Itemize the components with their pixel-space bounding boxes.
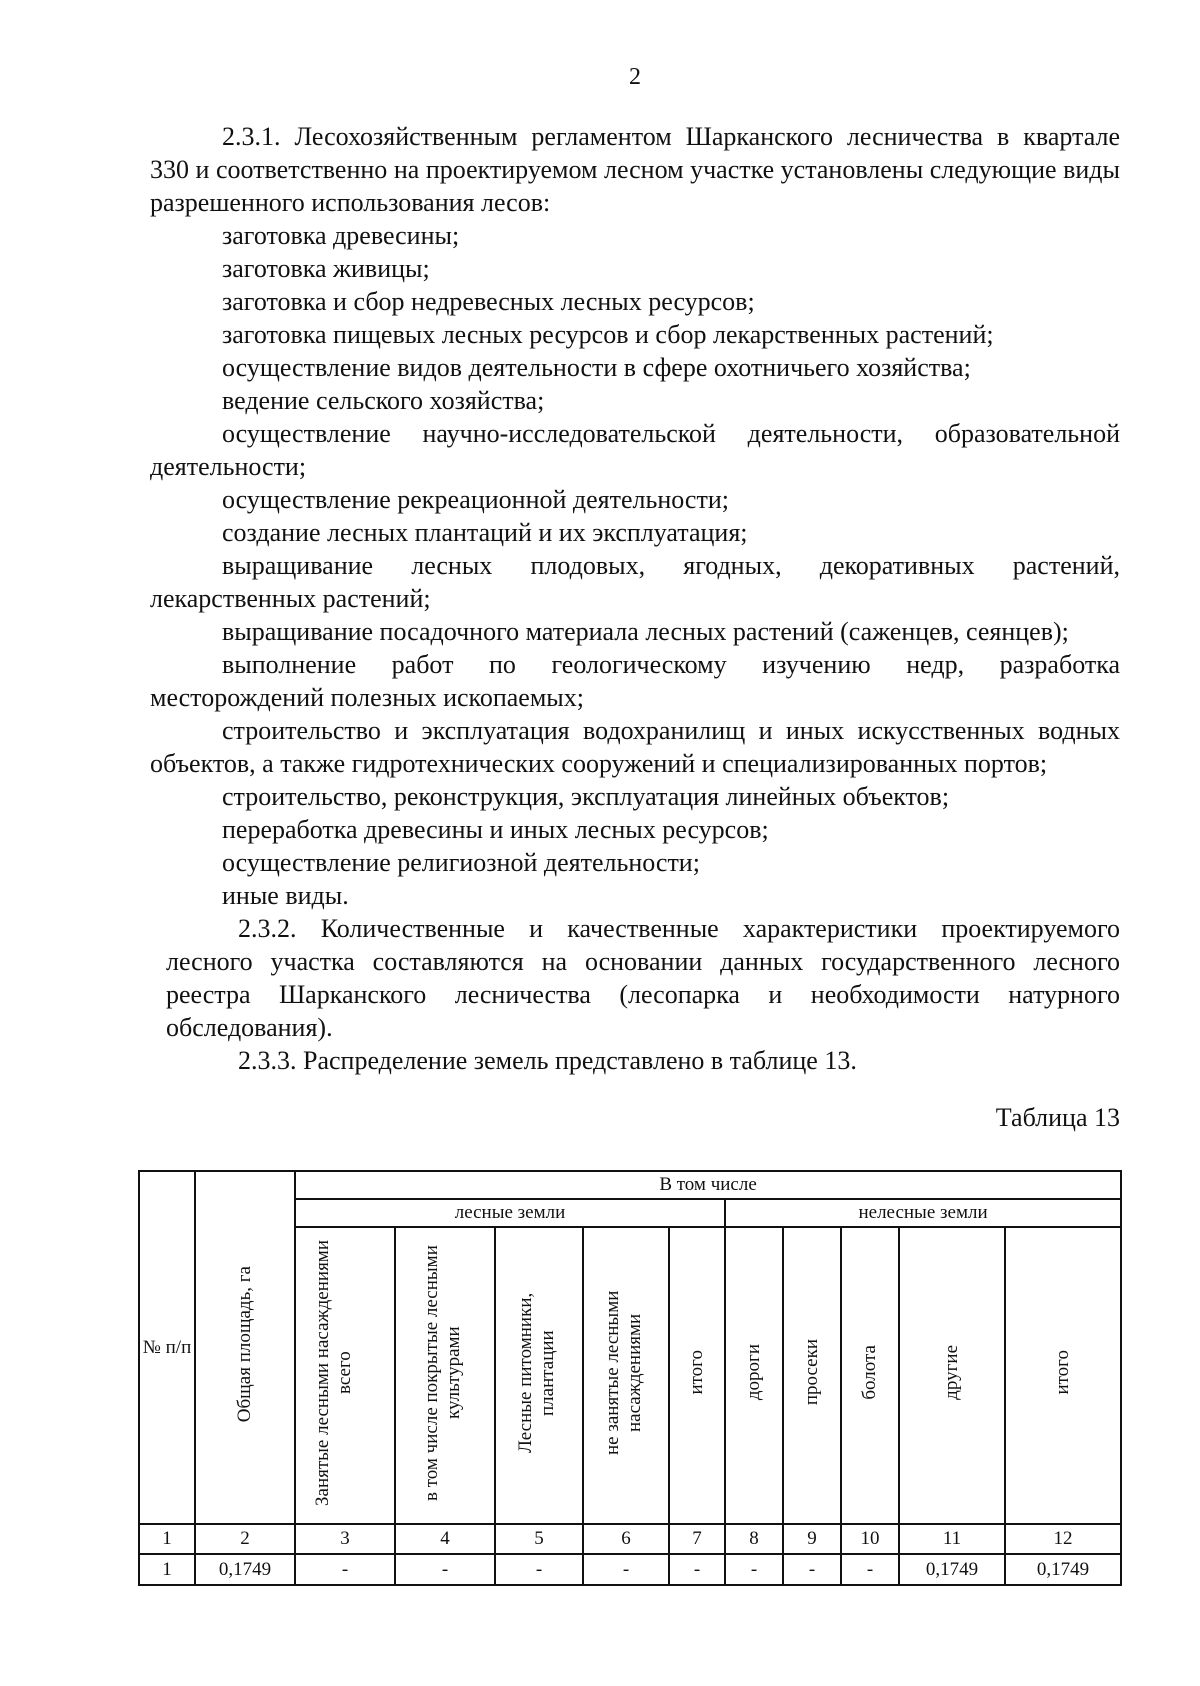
header-forest-col (295, 1227, 395, 1524)
header-nonforest-col-label: итого (1052, 1350, 1074, 1395)
list-item: выращивание посадочного материала лесных растений (саженцев, сеянцев); (222, 617, 1069, 646)
column-number: 5 (495, 1524, 583, 1554)
list-item: ведение сельского хозяйства; (222, 386, 545, 415)
header-forest-lands: лесные земли (295, 1199, 725, 1227)
list-item: переработка древесины и иных лесных ресурсов; (222, 815, 769, 844)
list-item: иные виды. (222, 881, 349, 910)
header-nonforest-col-label: дороги (743, 1344, 764, 1401)
list-item: создание лесных плантаций и их эксплуатация; (222, 518, 748, 547)
header-forest-col-label: итого (686, 1350, 707, 1395)
table-cell: - (495, 1554, 583, 1585)
header-forest-col (395, 1227, 495, 1524)
header-forest-col-label: Лесные питомники, плантации (515, 1292, 558, 1453)
list-item: осуществление научно-исследовательской деятельности, образовательной деятельности; (150, 419, 1120, 481)
list-item: заготовка живицы; (222, 254, 430, 283)
list-item: выполнение работ по геологическому изучению недр, разработка месторождений полезных ископаемых; (150, 650, 1120, 712)
header-total-area-label: Общая площадь, га (234, 1266, 255, 1423)
header-forest-col (583, 1227, 669, 1524)
list-item: осуществление видов деятельности в сфере охотничьего хозяйства; (222, 353, 971, 382)
header-nonforest-col-label: болота (859, 1345, 880, 1400)
table-cell: - (783, 1554, 841, 1585)
list-item: заготовка и сбор недревесных лесных ресурсов; (222, 287, 755, 316)
header-forest-col-label: Занятые лесными насаждениями всего (312, 1239, 355, 1506)
header-nonforest-col (899, 1227, 1005, 1524)
header-nonforest-col (783, 1227, 841, 1524)
column-number: 2 (195, 1524, 295, 1554)
table-cell: - (725, 1554, 783, 1585)
table-cell: 0,1749 (899, 1554, 1005, 1585)
table-cell: - (841, 1554, 899, 1585)
header-nonforest-col (1005, 1227, 1121, 1524)
document-body (150, 120, 1120, 1077)
header-forest-col-label: не занятые лесными насаждениями (602, 1290, 645, 1455)
land-distribution-table (138, 1170, 1122, 1586)
header-forest-col (669, 1227, 725, 1524)
column-number: 7 (669, 1524, 725, 1554)
list-item: выращивание лесных плодовых, ягодных, декоративных растений, лекарственных растений; (150, 551, 1120, 613)
list-item: заготовка пищевых лесных ресурсов и сбор лекарственных растений; (222, 320, 994, 349)
table-cell: - (583, 1554, 669, 1585)
list-item: заготовка древесины; (222, 221, 460, 250)
header-nonforest-col (725, 1227, 783, 1524)
table-cell: 0,1749 (195, 1554, 295, 1585)
table-caption: Таблица 13 (995, 1103, 1120, 1132)
column-number: 9 (783, 1524, 841, 1554)
column-number: 1 (139, 1524, 195, 1554)
header-forest-col-label: в том числе покрытые лесными культурами (421, 1244, 464, 1501)
header-nonforest-lands: нелесные земли (725, 1199, 1121, 1227)
table-cell: - (669, 1554, 725, 1585)
table-cell: - (395, 1554, 495, 1585)
column-number: 6 (583, 1524, 669, 1554)
column-number-row (139, 1524, 1121, 1554)
list-item: осуществление религиозной деятельности; (222, 848, 700, 877)
column-number: 10 (841, 1524, 899, 1554)
table-cell: 1 (139, 1554, 195, 1585)
section-2-3-2: 2.3.2. Количественные и качественные характеристики проектируемого лесного участка составляются на основании данных государственного лесного реестра Шарканского лесничества (лесопарка и необходимости натурного обследования). (166, 914, 1120, 1042)
column-number: 12 (1005, 1524, 1121, 1554)
table-row (139, 1554, 1121, 1585)
table-cell: - (295, 1554, 395, 1585)
header-total-area (195, 1171, 295, 1524)
column-number: 4 (395, 1524, 495, 1554)
header-including: В том числе (295, 1171, 1121, 1199)
column-number: 8 (725, 1524, 783, 1554)
list-item: строительство и эксплуатация водохранилищ и иных искусственных водных объектов, а также гидротехнических сооружений и специализированных портов; (150, 716, 1120, 778)
list-item: строительство, реконструкция, эксплуатация линейных объектов; (222, 782, 950, 811)
section-2-3-1-intro: 2.3.1. Лесохозяйственным регламентом Шарканского лесничества в квартале 330 и соответственно на проектируемом лесном участке установлены следующие виды разрешенного использования лесов: (150, 122, 1120, 217)
header-nonforest-col-label: просеки (801, 1339, 822, 1406)
header-nonforest-col-label: другие (941, 1345, 962, 1400)
page-number: 2 (629, 64, 641, 90)
header-forest-col (495, 1227, 583, 1524)
header-nonforest-col (841, 1227, 899, 1524)
section-2-3-3: 2.3.3. Распределение земель представлено в таблице 13. (238, 1046, 857, 1075)
table-cell: 0,1749 (1005, 1554, 1121, 1585)
header-number: № п/п (139, 1171, 195, 1524)
list-item: осуществление рекреационной деятельности; (222, 485, 729, 514)
column-number: 11 (899, 1524, 1005, 1554)
column-number: 3 (295, 1524, 395, 1554)
